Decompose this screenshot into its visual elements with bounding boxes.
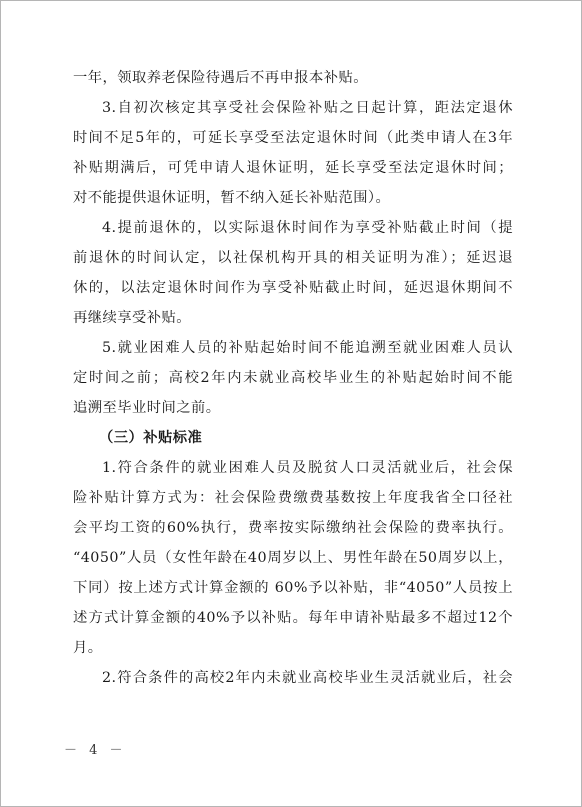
text-line: 2.符合条件的高校2年内未就业高校毕业生灵活就业后，社会	[102, 670, 513, 686]
text-line: 再继续享受补贴。	[73, 310, 191, 326]
text-line: 5.就业困难人员的补贴起始时间不能追溯至就业困难人员认	[102, 340, 513, 356]
text-line: “4050”人员（女性年龄在40周岁以上、男性年龄在50周岁以上，	[73, 550, 513, 566]
document-body	[73, 63, 513, 693]
paragraph-item-3	[73, 93, 513, 213]
paragraph-standard-1	[73, 453, 513, 663]
text-line: 补贴期满后，可凭申请人退休证明，延长享受至法定退休时间；	[73, 160, 513, 176]
text-line: 险补贴计算方式为：社会保险费缴费基数按上年度我省全口径社	[73, 490, 513, 506]
text-line: 述方式计算金额的40%予以补贴。每年申请补贴最多不超过12个	[73, 610, 513, 626]
text-line: 4.提前退休的，以实际退休时间作为享受补贴截止时间（提	[102, 220, 513, 236]
text-line: 对不能提供退休证明，暂不纳入延长补贴范围）。	[73, 190, 391, 206]
section-heading	[73, 423, 513, 453]
text-line: 3.自初次核定其享受社会保险补贴之日起计算，距法定退休	[102, 100, 513, 116]
text-line: 一年，领取养老保险待遇后不再申报本补贴。	[73, 70, 368, 86]
text-line: 下同）按上述方式计算金额的 60%予以补贴，非“4050”人员按上	[73, 580, 513, 596]
text-line: 前退休的时间认定，以社保机构开具的相关证明为准）；延迟退	[73, 250, 513, 266]
page-number: － 4 －	[64, 743, 127, 758]
text-line: 1.符合条件的就业困难人员及脱贫人口灵活就业后，社会保	[102, 460, 513, 476]
text-line: 追溯至毕业时间之前。	[73, 400, 221, 416]
text-line: 会平均工资的60%执行，费率按实际缴纳社会保险的费率执行。	[73, 520, 513, 536]
section-heading-text: （三）补贴标准	[99, 430, 203, 446]
text-line: 定时间之前；高校2年内未就业高校毕业生的补贴起始时间不能	[73, 370, 513, 386]
text-line: 月。	[73, 640, 103, 656]
text-line: 时间不足5年的，可延长享受至法定退休时间（此类申请人在3年	[73, 130, 513, 146]
paragraph-item-5	[73, 333, 513, 423]
paragraph-item-4	[73, 213, 513, 333]
paragraph-continuation	[73, 63, 513, 93]
text-line: 休的，以法定退休时间作为享受补贴截止时间，延迟退休期间不	[73, 280, 513, 296]
paragraph-standard-2	[73, 663, 513, 693]
